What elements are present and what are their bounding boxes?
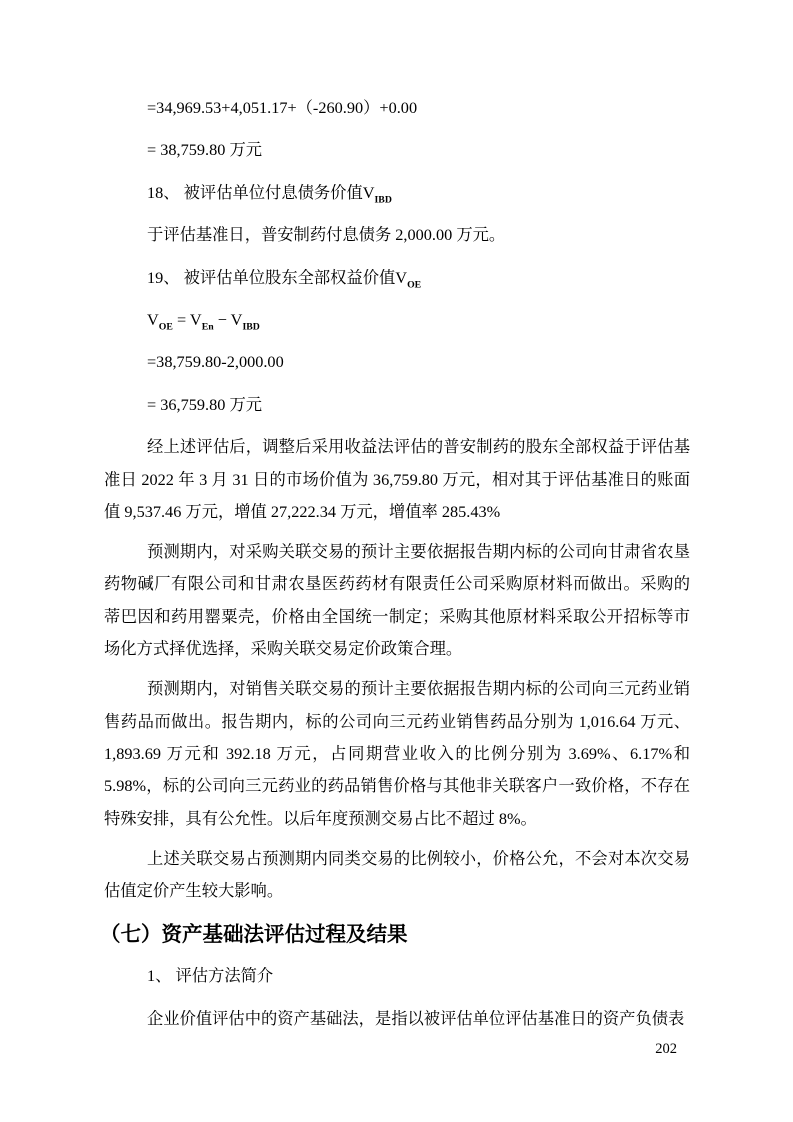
item-18-title: [104, 177, 690, 209]
formula-term-voe: V: [147, 310, 159, 330]
paragraph-sales-related-transactions: 预测期内，对销售关联交易的预计主要依据报告期内标的公司向三元药业销售药品而做出。报告期内，标的公司向三元药业销售药品分别为 1,016.64 万元、1,893.69 万元和 392.18 万元，占同期营业收入的比例分别为 3.69%、6.17%和 5.98%，标的公司向三元药业的药品销售价格与其他非关联客户一致价格，不存在特殊安排，具有公允性。以后年度预测交易占比不超过 8%。: [104, 679, 690, 828]
paragraph-related-transactions-impact: 上述关联交易占预测期内同类交易的比例较小，价格公允，不会对本次交易估值定价产生较大影响。: [104, 848, 690, 901]
item-1-method-intro-title: 1、 评估方法简介: [147, 966, 274, 986]
page-number: 202: [655, 1041, 677, 1057]
formula-term-vibd: − V: [213, 310, 243, 330]
item-19-title: [104, 262, 690, 294]
paragraph-method-intro: 企业价值评估中的资产基础法，是指以被评估单位评估基准日的资产负债表: [147, 1008, 685, 1028]
equation-equity-value: =38,759.80-2,000.00: [147, 352, 284, 372]
formula-term-ven: = V: [172, 310, 202, 330]
formula-subscript-oe: OE: [158, 321, 173, 333]
paragraph-valuation-conclusion: 经上述评估后，调整后采用收益法评估的普安制药的股东全部权益于评估基准日 2022 年 3 月 31 日的市场价值为 36,759.80 万元，相对其于评估基准日的账面值 9,537.46 万元，增值 27,222.34 万元，增值率 285.43%: [104, 437, 690, 522]
debt-value-line: 于评估基准日，普安制药付息债务 2,000.00 万元。: [147, 225, 506, 245]
equity-value-formula: [104, 304, 690, 336]
equation-equity-value-result: = 36,759.80 万元: [147, 394, 263, 414]
item-18-subscript: IBD: [374, 194, 392, 206]
formula-subscript-en: En: [201, 321, 214, 333]
section-heading-asset-based-method: （七）资产基础法评估过程及结果: [100, 923, 408, 947]
equation-enterprise-value-result: = 38,759.80 万元: [147, 140, 263, 160]
item-18-text: 18、 被评估单位付息债务价值V: [147, 182, 375, 202]
formula-subscript-ibd: IBD: [242, 321, 260, 333]
page-footer: [655, 1041, 677, 1057]
item-19-subscript: OE: [407, 278, 422, 290]
item-19-text: 19、 被评估单位股东全部权益价值V: [147, 267, 408, 287]
equation-enterprise-value-sum: =34,969.53+4,051.17+（-260.90）+0.00: [147, 98, 418, 117]
paragraph-purchase-related-transactions: 预测期内，对采购关联交易的预计主要依据报告期内标的公司向甘肃省农垦药物碱厂有限公司和甘肃农垦医药药材有限责任公司采购原材料而做出。采购的蒂巴因和药用罂粟壳，价格由全国统一制定；采购其他原材料采取公开招标等市场化方式择优选择，采购关联交易定价政策合理。: [104, 541, 690, 659]
